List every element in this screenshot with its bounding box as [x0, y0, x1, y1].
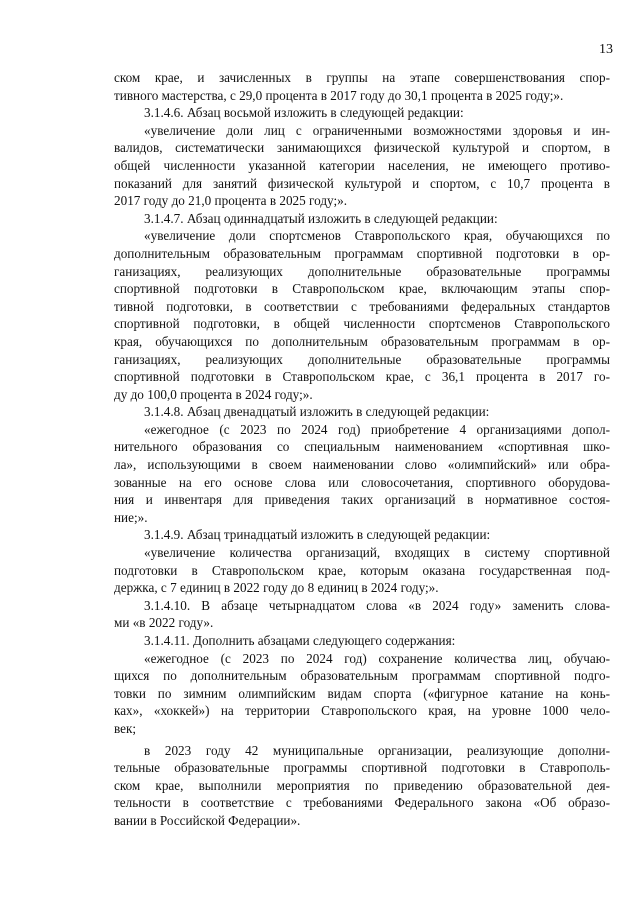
paragraph: [114, 69, 610, 104]
text-line: 2017 году до 21,0 процента в 2025 году;».: [114, 193, 348, 209]
text-line: показаний для занятий физической культурой и спортом, с 10,7 процента в: [114, 175, 610, 191]
section-heading-line: 3.1.4.9. Абзац тринадцатый изложить в следующей редакции:: [144, 527, 491, 543]
section-heading-line: 3.1.4.8. Абзац двенадцатый изложить в следующей редакции:: [144, 404, 490, 420]
text-line: спортивной подготовки в Ставропольском крае, включающим этапы спор-: [114, 281, 610, 297]
text-line: «увеличение доли лиц с ограниченными возможностями здоровья и ин-: [144, 122, 610, 138]
text-line: тивной подготовки, в соответствии с требованиями федеральных стандартов: [114, 298, 610, 314]
section-heading-line: 3.1.4.7. Абзац одиннадцатый изложить в следующей редакции:: [144, 210, 498, 226]
text-line: валидов, систематически занимающихся физической культурой и спортом, в: [114, 140, 610, 156]
text-line: спортивной подготовки, в общей численности спортсменов Ставропольского: [114, 316, 610, 332]
text-line: тельности в соответствие с требованиями Федерального закона «Об образо-: [114, 795, 610, 811]
text-line: век;: [114, 720, 137, 736]
paragraph: [114, 526, 610, 544]
page-number: 13: [599, 42, 613, 57]
text-line: ние;».: [114, 509, 148, 525]
paragraph: [114, 632, 610, 650]
text-line: товки по зимним олимпийским видам спорта («фигурное катание на конь-: [114, 685, 610, 701]
text-line: «ежегодное (с 2023 по 2024 год) приобретение 4 организациями допол-: [144, 421, 610, 437]
text-line: держка, с 7 единиц в 2022 году до 8 единиц в 2024 году;».: [114, 580, 439, 596]
text-line: дополнительным образовательным программам спортивной подготовки в ор-: [114, 245, 610, 261]
text-line: «увеличение доли спортсменов Ставропольского края, обучающихся по: [144, 228, 610, 244]
text-line: 3.1.4.10. В абзаце четырнадцатом слова «в 2024 году» заменить слова-: [144, 597, 610, 613]
section-heading-line: 3.1.4.6. Абзац восьмой изложить в следующей редакции:: [144, 105, 464, 121]
text-line: ния и инвентаря для приведения таких организаций в нормативное состоя-: [114, 492, 610, 508]
text-line: зованные на его основе слова или словосочетания, спортивного оборудова-: [114, 474, 610, 490]
text-line: «увеличение количества организаций, входящих в систему спортивной: [144, 545, 610, 561]
text-line: тельные образовательные программы спортивной подготовки в Ставрополь-: [114, 760, 610, 776]
paragraph: [114, 122, 610, 210]
section-heading-line: 3.1.4.11. Дополнить абзацами следующего содержания:: [144, 633, 456, 648]
text-line: края, обучающихся по дополнительным образовательным программам в ор-: [114, 333, 610, 349]
text-line: ми «в 2022 году».: [114, 615, 214, 631]
paragraph: [114, 403, 610, 421]
paragraph: [114, 742, 610, 830]
text-line: ду до 100,0 процента в 2024 году;».: [114, 386, 313, 402]
paragraph: [114, 104, 610, 122]
text-line: вании в Российской Федерации».: [114, 812, 301, 828]
text-line: тивного мастерства, с 29,0 процента в 2017 году до 30,1 процента в 2025 году;».: [114, 87, 564, 103]
document-body: [114, 69, 610, 830]
paragraph: [114, 210, 610, 228]
text-line: нительного образования со специальным наименованием «спортивная шко-: [114, 439, 610, 455]
paragraph: [114, 421, 610, 527]
text-line: подготовки в Ставропольском крае, которым оказана государственная под-: [114, 562, 610, 578]
paragraph: [114, 597, 610, 632]
text-line: ском крае, и зачисленных в группы на этапе совершенствования спор-: [114, 70, 610, 85]
text-line: общей численности указанной категории населения, не имеющего противо-: [114, 157, 610, 173]
text-line: ганизациях, реализующих дополнительные образовательные программы: [114, 351, 610, 367]
text-line: ском крае, выполнили мероприятия по приведению образовательной дея-: [114, 777, 610, 793]
paragraph: [114, 650, 610, 738]
text-line: щихся по дополнительным образовательным программам спортивной подго-: [114, 668, 610, 684]
paragraph: [114, 227, 610, 403]
paragraph: [114, 544, 610, 597]
text-line: «ежегодное (с 2023 по 2024 год) сохранение количества лиц, обучаю-: [144, 650, 610, 666]
text-line: спортивной подготовки в Ставропольском крае, с 36,1 процента в 2017 го-: [114, 369, 610, 385]
text-line: в 2023 году 42 муниципальные организации, реализующие дополни-: [144, 742, 610, 758]
text-line: ганизациях, реализующих дополнительные образовательные программы: [114, 263, 610, 279]
text-line: ла», использующими в своем наименовании слово «олимпийский» или обра-: [114, 457, 610, 473]
text-line: ках», «хоккей») на территории Ставропольского края, на уровне 1000 чело-: [114, 703, 610, 719]
